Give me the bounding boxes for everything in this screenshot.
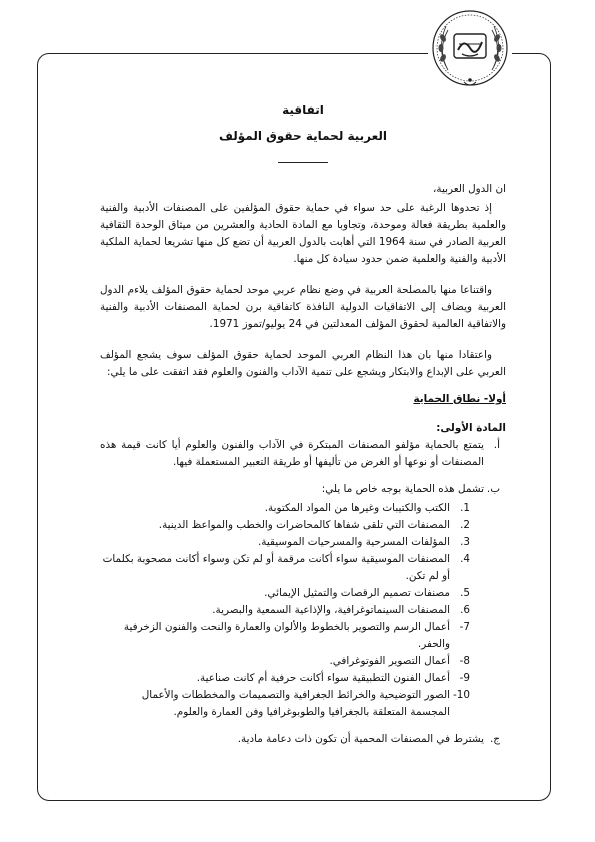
list-item [100,670,470,687]
list-item [100,534,470,551]
list-item-number: 8- [459,655,470,667]
list-item-number: 1. [460,502,470,514]
clause-a [100,437,506,471]
section-heading: أولا- نطاق الحماية [413,393,506,405]
list-item-text: المصنفات التي تلقى شفاها كالمحاضرات والخطب والمواعظ الدينية. [158,519,450,531]
list-item [100,585,470,602]
preamble-paragraph-2: واقتناعا منها بالمصلحة العربية في وضع نظام عربي موحد لحماية حقوق المؤلف يلاءم الدول العربية ويضاف إلى الاتفاقيات الدولية النافذة كاتفاقية برن لحماية المصنفات الأدبية والفنية والاتفاقية العالمية لحقوق المؤلف المعدلتين في 24 يوليو/تموز 1971. [100,284,506,330]
article-heading: المادة الأولى: [436,422,506,434]
list-item-number: 3. [460,536,470,548]
clause-c-marker: ج. [489,733,500,745]
list-item-number: 2. [460,519,470,531]
list-item-text: مصنفات تصميم الرقصات والتمثيل الإيمائي. [264,587,450,599]
preamble-paragraph-3: واعتقادا منها بان هذا النظام العربي الموحد لحماية حقوق المؤلف سوف يشجع المؤلف العربي على الإبداع والابتكار ويشجع على تنمية الآداب والفنون والعلوم فقد اتفقت على ما يلي: [100,349,506,378]
list-item-text: المؤلفات المسرحية والمسرحيات الموسيقية. [257,536,450,548]
list-item [100,653,470,670]
list-item-text: أعمال الفنون التطبيقية سواء أكانت حرفية أم كانت صناعية. [196,672,450,684]
list-item [100,602,470,619]
clause-b-intro: تشمل هذه الحماية بوجه خاص ما يلي: [321,483,484,495]
arab-league-emblem-icon [428,8,512,92]
list-item [100,619,470,653]
list-item-number: 4. [460,553,470,565]
list-item [100,517,470,534]
list-item-text: أعمال الرسم والتصوير بالخطوط والألوان والعمارة والنحت والفنون الزخرفية والحفر. [123,621,450,650]
clause-a-marker: أ. [493,439,500,451]
document-title-line2: العربية لحماية حقوق المؤلف [218,129,388,143]
list-item-number: 7- [459,621,470,633]
salutation: ان الدول العربية، [433,183,506,195]
list-item-number: 5. [460,587,470,599]
list-item-text: الصور التوضيحية والخرائط الجغرافية والتصميمات والمخططات والأعمال المجسمة المتعلقة بالجغرافيا والطوبوغرافيا وفن العمارة والعلوم. [141,689,450,718]
clause-b [100,481,506,498]
list-item-text: المصنفات السينماتوغرافية، والإذاعية السمعية والبصرية. [212,604,450,616]
clause-b-marker: ب. [486,483,500,495]
list-item [100,687,470,721]
list-item [100,551,470,585]
clause-c [100,731,506,748]
clause-a-text: يتمتع بالحماية مؤلفو المصنفات المبتكرة في الآداب والفنون والعلوم أيا كانت قيمة هذه المصنفات أو نوعها أو الغرض من تأليفها أو طريقة التعبير المستعملة فيها. [100,439,484,468]
list-item-number: 10- [453,689,470,701]
list-item-text: الكتب والكتيبات وغيرها من المواد المكتوبة. [264,502,450,514]
preamble-paragraph-1: إذ تحدوها الرغبة على حد سواء في حماية حقوق المؤلفين على المصنفات الأدبية والفنية والعلمية بطريقة فعالة وموحدة، وتجاوبا مع المادة الحادية والعشرين من ميثاق الوحدة الثقافية العربية الصادر في سنة 1964 التي أهابت بالدول العربية أن تضع كل منها تشريعا لحماية الملكية الأدبية والفنية والعلمية ضمن حدود سيادة كل منها. [100,202,506,265]
list-item-number: 6. [460,604,470,616]
list-item-number: 9- [459,672,470,684]
document-body [100,96,506,748]
list-item-text: المصنفات الموسيقية سواء أكانت مرقمة أو لم تكن وسواء أكانت مصحوبة بكلمات أو لم تكن. [102,553,450,582]
title-divider [278,162,328,163]
list-item [100,500,470,517]
document-title-line1: اتفاقية [282,103,324,117]
clause-c-text: يشترط في المصنفات المحمية أن تكون ذات دعامة مادية. [237,733,484,745]
list-item-text: أعمال التصوير الفوتوغرافي. [329,655,450,667]
protected-works-list [100,500,506,721]
